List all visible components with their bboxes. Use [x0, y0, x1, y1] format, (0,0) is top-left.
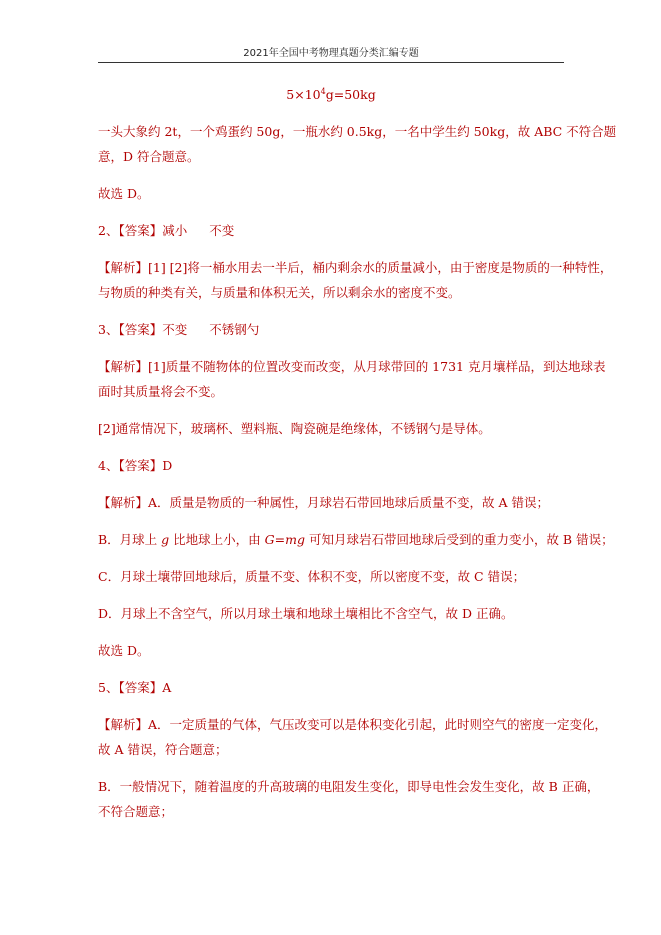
- formula-exponent: 4: [320, 86, 326, 96]
- q5-answer: 5、【答案】A: [98, 680, 172, 695]
- q2-answer-value: 不变: [209, 223, 235, 238]
- q2-analysis-line: 与物质的种类有关，与质量和体积无关，所以剩余水的密度不变。: [98, 285, 461, 300]
- formula-suffix: g=50kg: [325, 87, 376, 102]
- q4-option-a: 【解析】A．质量是物质的一种属性，月球岩石带回地球后质量不变，故 A 错误；: [98, 495, 550, 510]
- q4-b-formula: G=mg: [264, 532, 305, 547]
- paragraph-line: 一头大象约 2t，一个鸡蛋约 50g，一瓶水约 0.5kg，一名中学生约 50kg，故 ABC 不符合题: [98, 124, 617, 139]
- q4-option-c: C．月球土壤带回地球后，质量不变、体积不变，所以密度不变，故 C 错误；: [98, 569, 526, 584]
- q4-conclusion: 故选 D。: [98, 643, 150, 658]
- q4-option-b: [98, 527, 614, 552]
- q2-analysis-line: 【解析】[1] [2]将一桶水用去一半后，桶内剩余水的质量减小，由于密度是物质的一种特性，: [98, 260, 613, 275]
- document-body: [98, 82, 617, 824]
- formula-line: [98, 82, 564, 107]
- header-divider: [98, 62, 564, 63]
- q5-option-b-line: B．一般情况下，随着温度的升高玻璃的电阻发生变化，即导电性会发生变化，故 B 正确，: [98, 779, 600, 794]
- q3-answer-label: 3、【答案】不变: [98, 322, 188, 337]
- q3-analysis-2: [2]通常情况下，玻璃杯、塑料瓶、陶瓷碗是绝缘体，不锈钢勺是导体。: [98, 421, 491, 436]
- q3-answer: [98, 317, 564, 342]
- paragraph-line: 意，D 符合题意。: [98, 149, 200, 164]
- q4-b-symbol: g: [161, 532, 170, 547]
- conclusion-line: 故选 D。: [98, 186, 150, 201]
- q3-answer-value: 不锈钢勺: [209, 322, 260, 337]
- q4-answer: 4、【答案】D: [98, 458, 173, 473]
- page-header: 2021年全国中考物理真题分类汇编专题: [243, 48, 419, 59]
- q5-option-b-line: 不符合题意；: [98, 804, 174, 819]
- q4-b-text: 可知月球岩石带回地球后受到的重力变小，故 B 错误；: [304, 532, 614, 547]
- q2-answer-label: 2、【答案】减小: [98, 223, 188, 238]
- q4-b-text: 比地球上小，由: [169, 532, 265, 547]
- q5-option-a-line: 故 A 错误，符合题意；: [98, 742, 228, 757]
- q4-option-d: D．月球上不含空气，所以月球土壤和地球土壤相比不含空气，故 D 正确。: [98, 606, 514, 621]
- q2-answer: [98, 218, 564, 243]
- q5-option-a-line: 【解析】A．一定质量的气体，气压改变可以是体积变化引起，此时则空气的密度一定变化，: [98, 717, 608, 732]
- q4-b-text: B．月球上: [98, 532, 162, 547]
- formula-prefix: 5×10: [286, 87, 321, 102]
- q3-analysis-line: 【解析】[1]质量不随物体的位置改变而改变，从月球带回的 1731 克月壤样品，到达地球表: [98, 359, 606, 374]
- q3-analysis-line: 面时其质量将会不变。: [98, 384, 224, 399]
